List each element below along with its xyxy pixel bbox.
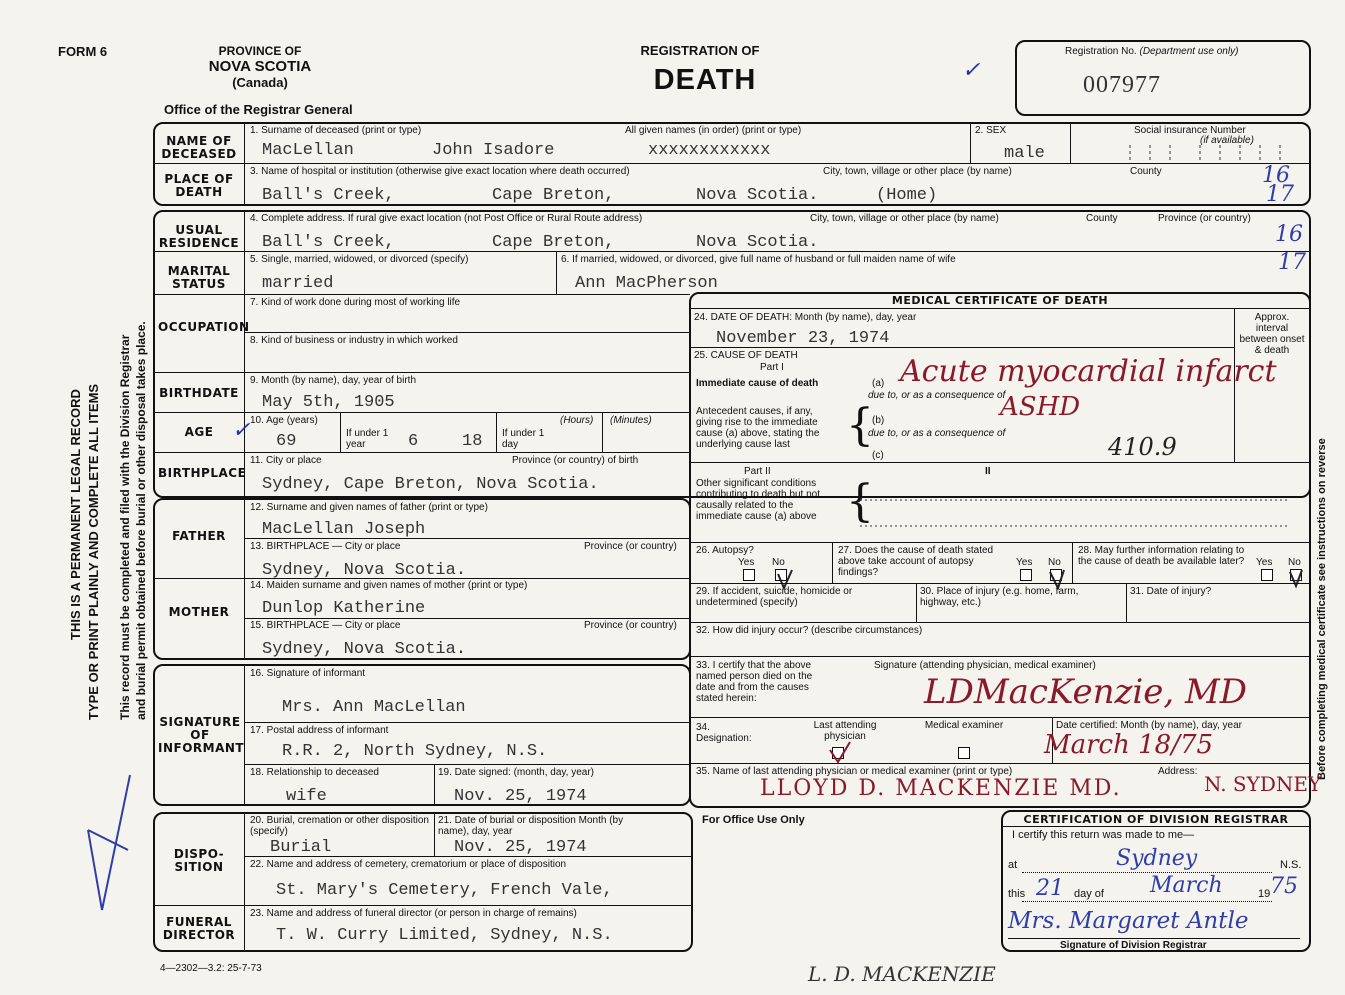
label-part-i: Part I bbox=[760, 362, 784, 373]
label-informant-signature: 16. Signature of informant bbox=[250, 668, 366, 679]
label-kind-of-work: 7. Kind of work done during most of working life bbox=[250, 297, 461, 308]
label-autopsy-no: No bbox=[772, 557, 785, 568]
footer-handwritten-name: L. D. MACKENZIE bbox=[808, 962, 996, 986]
label-division-this: this bbox=[1008, 888, 1026, 900]
label-autopsy-yes: Yes bbox=[738, 557, 755, 568]
label-due-to-1: due to, or as a consequence of bbox=[868, 390, 1006, 401]
label-autopsy-findings: 27. Does the cause of death stated above take account of autopsy findings? bbox=[838, 545, 994, 578]
label-due-to-2: due to, or as a consequence of bbox=[868, 428, 1006, 439]
section-occupation: OCCUPATION bbox=[158, 320, 250, 334]
value-birthplace: Sydney, Cape Breton, Nova Scotia. bbox=[262, 475, 599, 494]
value-burial-date: Nov. 25, 1974 bbox=[454, 838, 587, 857]
label-physician-name: 35. Name of last attending physician or medical examiner (print or type) bbox=[696, 766, 1013, 777]
label-accident: 29. If accident, suicide, homicide or undetermined (specify) bbox=[696, 586, 853, 608]
section-funeral-director: FUNERAL DIRECTOR bbox=[162, 915, 236, 942]
value-father-name: MacLellan Joseph bbox=[262, 520, 426, 539]
label-sex: 2. SEX bbox=[975, 125, 1007, 136]
label-findings-yes: Yes bbox=[1016, 557, 1033, 568]
county-code-a: 16 bbox=[1262, 163, 1290, 188]
age-checkmark: ✓ bbox=[232, 418, 251, 443]
label-date-of-death: 24. DATE OF DEATH: Month (by name), day, year bbox=[694, 312, 917, 323]
medical-title: MEDICAL CERTIFICATE OF DEATH bbox=[891, 294, 1109, 307]
label-approx-interval: Approx. interval between onset & death bbox=[1239, 312, 1305, 356]
value-division-day: 21 bbox=[1036, 876, 1064, 901]
label-ii: II bbox=[985, 466, 991, 477]
label-father-birthplace: 13. BIRTHPLACE — City or place bbox=[250, 541, 401, 552]
value-division-place: Sydney bbox=[1116, 846, 1198, 871]
label-immediate-cause: Immediate cause of death bbox=[696, 378, 819, 389]
label-physician-address: Address: bbox=[1158, 766, 1198, 777]
value-cause-a: Acute myocardial infarct bbox=[900, 354, 1277, 389]
reg-no-note: (Department use only) bbox=[1139, 46, 1239, 57]
value-mother-name: Dunlop Katherine bbox=[262, 599, 426, 618]
value-informant-address: R.R. 2, North Sydney, N.S. bbox=[282, 742, 548, 761]
label-res-province: Province (or country) bbox=[1158, 213, 1251, 224]
label-division-ns: N.S. bbox=[1280, 859, 1302, 871]
label-a: (a) bbox=[872, 378, 885, 389]
value-age-years: 69 bbox=[276, 432, 297, 451]
label-division-day-of: day of bbox=[1074, 888, 1104, 900]
label-age-years: 10. Age (years) bbox=[250, 415, 318, 426]
label-informant-address: 17. Postal address of informant bbox=[250, 725, 389, 736]
value-res-county: Cape Breton, bbox=[492, 233, 615, 252]
label-part-ii: Part II bbox=[744, 466, 771, 477]
label-office-use: For Office Use Only bbox=[702, 814, 805, 826]
label-cemetery: 22. Name and address of cemetery, crematorium or place of disposition bbox=[250, 859, 567, 870]
label-further-no: No bbox=[1288, 557, 1301, 568]
value-cemetery: St. Mary's Cemetery, French Vale, bbox=[276, 881, 613, 900]
section-mother: MOTHER bbox=[168, 605, 230, 619]
province-line3: (Canada) bbox=[232, 75, 288, 90]
value-mother-birthplace: Sydney, Nova Scotia. bbox=[262, 640, 467, 659]
section-father: FATHER bbox=[172, 529, 226, 543]
label-division-at: at bbox=[1008, 859, 1018, 871]
label-registrar-signature: Signature of Division Registrar bbox=[1060, 940, 1207, 951]
label-date-of-injury: 31. Date of injury? bbox=[1130, 586, 1212, 597]
registration-of: REGISTRATION OF bbox=[640, 43, 760, 58]
value-place-home: (Home) bbox=[876, 186, 938, 205]
label-business: 8. Kind of business or industry in which worked bbox=[250, 335, 458, 346]
res-code-a: 16 bbox=[1275, 222, 1303, 247]
label-given-names: All given names (in order) (print or type) bbox=[625, 125, 802, 136]
province-line1: PROVINCE OF bbox=[218, 44, 302, 58]
registration-number-box bbox=[1015, 40, 1311, 116]
medical-examiner-checkbox[interactable] bbox=[958, 747, 970, 759]
label-city-place: City, town, village or other place (by name) bbox=[823, 166, 1012, 177]
value-res-city: Ball's Creek, bbox=[262, 233, 395, 252]
value-date-signed: Nov. 25, 1974 bbox=[454, 787, 587, 806]
label-hospital: 3. Name of hospital or institution (otherwise give exact location where death occurred) bbox=[250, 166, 630, 177]
label-designation: 34. Designation: bbox=[696, 722, 752, 744]
label-b: (b) bbox=[872, 415, 885, 426]
division-title: CERTIFICATION OF DIVISION REGISTRAR bbox=[1023, 813, 1289, 826]
label-medical-examiner: Medical examiner bbox=[924, 720, 1004, 731]
value-date-certified: March 18/75 bbox=[1044, 730, 1214, 760]
label-funeral-director: 23. Name and address of funeral director (or person in charge of remains) bbox=[250, 908, 577, 919]
value-division-month: March bbox=[1150, 873, 1223, 898]
sin-boxes bbox=[1120, 145, 1290, 163]
reg-no-label-text: Registration No. bbox=[1065, 46, 1137, 57]
label-sin: Social insurance Number bbox=[1134, 125, 1246, 136]
label-address: 4. Complete address. If rural give exact location (not Post Office or Rural Route address) bbox=[250, 213, 643, 224]
label-certify-physician: 33. I certify that the above named person died on the date and from the causes stated herein: bbox=[696, 660, 813, 704]
value-division-year: 75 bbox=[1270, 874, 1298, 899]
value-informant: Mrs. Ann MacLellan bbox=[282, 698, 466, 717]
label-last-attending: Last attending physician bbox=[813, 720, 877, 742]
label-place-of-injury: 30. Place of injury (e.g. home, farm, highway, etc.) bbox=[920, 586, 1079, 608]
label-birthplace-province: Province (or country) of birth bbox=[512, 455, 639, 466]
label-mother-birthplace: 15. BIRTHPLACE — City or place bbox=[250, 620, 401, 631]
reg-no-label bbox=[1065, 46, 1238, 57]
brace-other: { bbox=[846, 476, 874, 527]
label-under-1-day: If under 1 day bbox=[502, 428, 545, 450]
value-physician-address: N. SYDNEY bbox=[1204, 772, 1322, 796]
label-mother-province: Province (or country) bbox=[584, 620, 677, 631]
label-minutes: (Minutes) bbox=[610, 415, 652, 426]
section-age: AGE bbox=[184, 425, 214, 439]
side-text-right: Before completing medical certificate see instructions on reverse bbox=[1316, 438, 1328, 780]
value-struck-name: xxxxxxxxxxxx bbox=[648, 141, 771, 160]
label-findings-no: No bbox=[1048, 557, 1061, 568]
label-c: (c) bbox=[872, 450, 884, 461]
label-birthplace-city: 11. City or place bbox=[250, 455, 322, 466]
value-age-days: 18 bbox=[462, 432, 483, 451]
autopsy-yes-checkbox[interactable] bbox=[743, 569, 755, 581]
value-funeral-director: T. W. Curry Limited, Sydney, N.S. bbox=[276, 926, 613, 945]
value-father-birthplace: Sydney, Nova Scotia. bbox=[262, 561, 467, 580]
value-place-city: Ball's Creek, bbox=[262, 186, 395, 205]
label-cause-of-death: 25. CAUSE OF DEATH bbox=[694, 350, 798, 361]
side-text-type: TYPE OR PRINT PLAINLY AND COMPLETE ALL ITEMS bbox=[86, 383, 101, 720]
section-place-of-death: PLACE OF DEATH bbox=[164, 172, 234, 199]
label-autopsy: 26. Autopsy? bbox=[696, 545, 754, 556]
value-physician-name: LLOYD D. MACKENZIE MD. bbox=[760, 776, 1122, 801]
value-birthdate: May 5th, 1905 bbox=[262, 393, 395, 412]
value-relationship: wife bbox=[286, 787, 327, 806]
registrar-signature: Mrs. Margaret Antle bbox=[1008, 908, 1249, 934]
label-mother-name: 14. Maiden surname and given names of mother (print or type) bbox=[250, 580, 528, 591]
label-date-certified: Date certified: Month (by name), day, year bbox=[1056, 720, 1243, 731]
label-physician-signature: Signature (attending physician, medical examiner) bbox=[874, 660, 1096, 671]
value-marital: married bbox=[262, 274, 334, 293]
value-res-province: Nova Scotia. bbox=[696, 233, 819, 252]
label-birthdate: 9. Month (by name), day, year of birth bbox=[250, 375, 417, 386]
brace-antecedent: { bbox=[846, 400, 874, 451]
section-signature-informant: SIGNATURE OF INFORMANT bbox=[158, 715, 245, 755]
label-how-injury: 32. How did injury occur? (describe circumstances) bbox=[696, 625, 923, 636]
label-county: County bbox=[1130, 166, 1162, 177]
label-division-certify: I certify this return was made to me— bbox=[1012, 829, 1195, 841]
label-further-yes: Yes bbox=[1256, 557, 1273, 568]
label-other-significant: Other significant conditions contributing to death but not causally related to the immediate cause (a) above bbox=[696, 478, 820, 522]
label-hours: (Hours) bbox=[560, 415, 594, 426]
section-birthdate: BIRTHDATE bbox=[159, 386, 239, 400]
value-place-province: Nova Scotia. bbox=[696, 186, 819, 205]
form-code: 4—2302—3.2: 25-7-73 bbox=[160, 963, 262, 974]
section-disposition: DISPO- SITION bbox=[173, 847, 225, 874]
side-text-must: This record must be completed and filed with the Division Registrar bbox=[118, 334, 132, 720]
section-birthplace: BIRTHPLACE bbox=[158, 466, 247, 480]
label-division-year-prefix: 19 bbox=[1258, 888, 1271, 900]
res-code-b: 17 bbox=[1278, 250, 1306, 275]
reg-no-value: 007977 bbox=[1083, 72, 1161, 98]
header-checkmark: ✓ bbox=[962, 58, 981, 83]
value-date-of-death: November 23, 1974 bbox=[716, 329, 890, 348]
side-text-permanent: THIS IS A PERMANENT LEGAL RECORD bbox=[68, 389, 83, 640]
county-code-b: 17 bbox=[1266, 182, 1294, 207]
label-further-info: 28. May further information relating to the cause of death be available later? bbox=[1078, 545, 1245, 567]
label-res-county: County bbox=[1086, 213, 1118, 224]
label-under-1-year: If under 1 year bbox=[346, 428, 389, 450]
label-antecedent: Antecedent causes, if any, giving rise to the immediate cause (a) above, stating the underlying cause last bbox=[696, 406, 820, 450]
label-surname: 1. Surname of deceased (print or type) bbox=[250, 125, 422, 136]
value-burial: Burial bbox=[270, 838, 332, 857]
form-number: FORM 6 bbox=[58, 44, 108, 59]
label-sin2: (if available) bbox=[1200, 135, 1254, 146]
death-title: DEATH bbox=[653, 64, 757, 96]
value-cause-b: ASHD bbox=[1000, 392, 1081, 422]
side-text-burial: and burial permit obtained before burial or other disposal takes place. bbox=[134, 321, 148, 720]
value-age-months: 6 bbox=[408, 432, 419, 451]
margin-scribble bbox=[80, 770, 150, 920]
section-marital-status: MARITAL STATUS bbox=[167, 264, 231, 291]
value-place-county: Cape Breton, bbox=[492, 186, 615, 205]
label-res-city: City, town, village or other place (by name) bbox=[810, 213, 999, 224]
value-given-names: John Isadore bbox=[432, 141, 555, 160]
value-surname: MacLellan bbox=[262, 141, 354, 160]
province-block bbox=[195, 44, 325, 90]
physician-signature: LDMacKenzie, MD bbox=[924, 672, 1248, 712]
section-name-of-deceased: NAME OF DECEASED bbox=[161, 134, 237, 161]
label-relationship: 18. Relationship to deceased bbox=[250, 767, 379, 778]
label-father-name: 12. Surname and given names of father (print or type) bbox=[250, 502, 488, 513]
label-burial: 20. Burial, cremation or other disposition (specify) bbox=[250, 815, 429, 837]
label-marital: 5. Single, married, widowed, or divorced (specify) bbox=[250, 254, 469, 265]
label-father-province: Province (or country) bbox=[584, 541, 677, 552]
dotted-lines-other bbox=[860, 496, 1300, 536]
value-cause-c: 410.9 bbox=[1108, 433, 1177, 461]
last-attending-check bbox=[826, 738, 856, 766]
section-usual-residence: USUAL RESIDENCE bbox=[158, 223, 240, 250]
label-date-signed: 19. Date signed: (month, day, year) bbox=[438, 767, 595, 778]
label-spouse: 6. If married, widowed, or divorced, give full name of husband or full maiden name of wife bbox=[561, 254, 956, 265]
value-sex: male bbox=[1004, 144, 1045, 163]
label-burial-date: 21. Date of burial or disposition Month (by name), day, year bbox=[438, 815, 624, 837]
office-title: Office of the Registrar General bbox=[164, 102, 353, 117]
value-spouse: Ann MacPherson bbox=[575, 274, 718, 293]
province-line2: NOVA SCOTIA bbox=[208, 58, 312, 75]
